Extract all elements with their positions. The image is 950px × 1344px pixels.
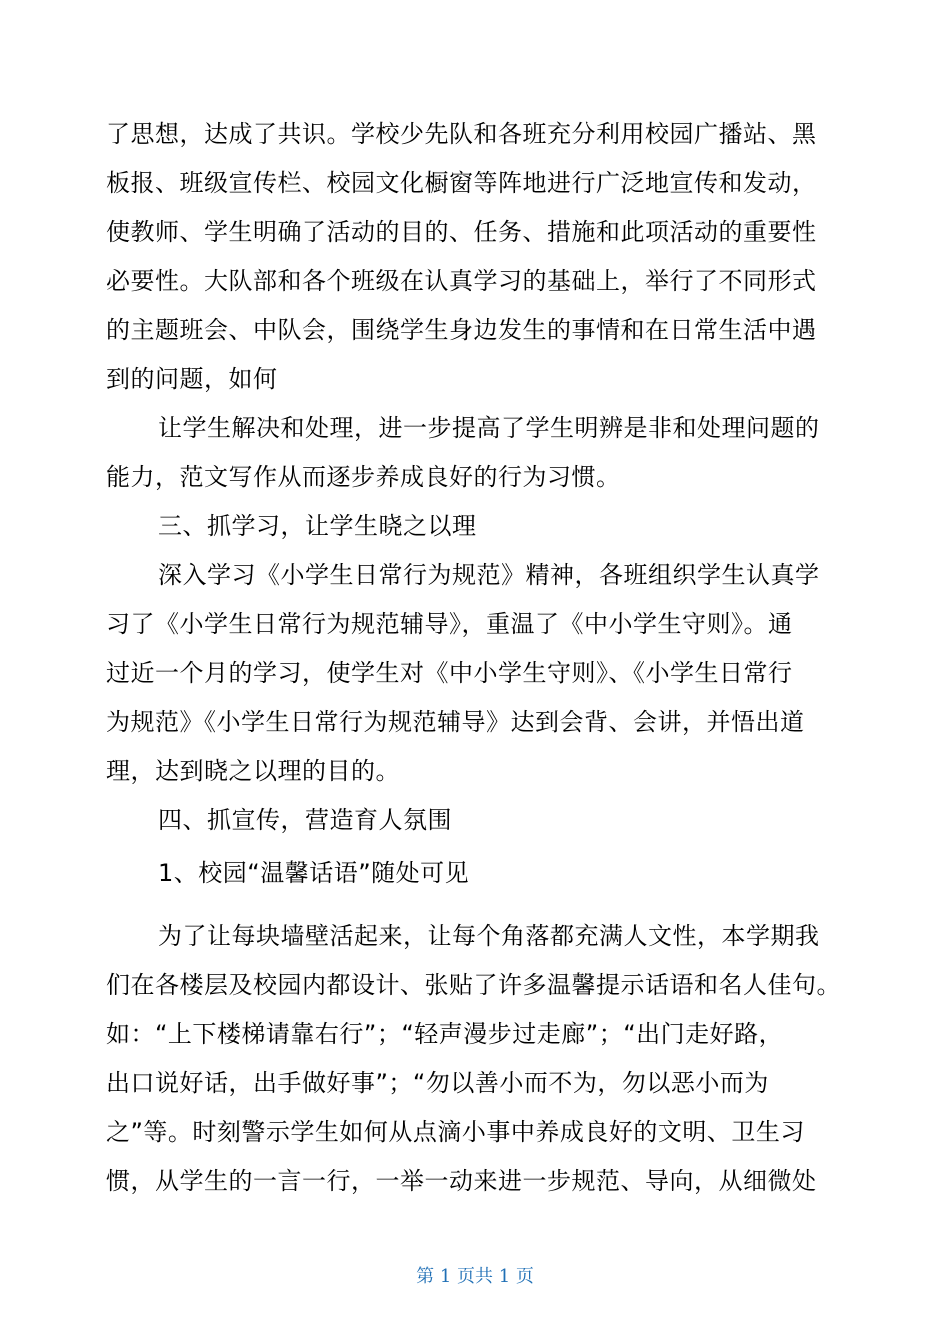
text-line: 习了《小学生日常行为规范辅导》，重温了《中小学生守则》。通 xyxy=(106,610,793,638)
section-heading: 四、抓宣传，营造育人氛围 xyxy=(158,806,452,834)
text-line: 理，达到晓之以理的目的。 xyxy=(106,757,400,785)
paragraph-line: 为了让每块墙壁活起来，让每个角落都充满人文性，本学期我 xyxy=(158,922,820,950)
text-line: 必要性。大队部和各个班级在认真学习的基础上，举行了不同形式 xyxy=(106,267,817,295)
section-heading: 三、抓学习，让学生晓之以理 xyxy=(158,512,477,540)
text-line: 的主题班会、中队会，围绕学生身边发生的事情和在日常生活中遇 xyxy=(106,316,817,344)
text-line: 到的问题，如何 xyxy=(106,365,278,393)
text-line: 能力，范文写作从而逐步养成良好的行为习惯。 xyxy=(106,463,621,491)
text-line: 惯，从学生的一言一行，一举一动来进一步规范、导向，从细微处 xyxy=(106,1167,817,1195)
text-line: 使教师、学生明确了活动的目的、任务、措施和此项活动的重要性 xyxy=(106,218,817,246)
document-body xyxy=(106,110,846,1206)
page-number-footer: 第 1 页共 1 页 xyxy=(416,1266,534,1287)
text-line: 为规范》《小学生日常行为规范辅导》达到会背、会讲，并悟出道 xyxy=(106,708,805,736)
text-line: 板报、班级宣传栏、校园文化橱窗等阵地进行广泛地宣传和发动， xyxy=(106,169,817,197)
text-line: 们在各楼层及校园内都设计、张贴了许多温馨提示话语和名人佳句。 xyxy=(106,971,841,999)
paragraph-line: 让学生解决和处理，进一步提高了学生明辨是非和处理问题的 xyxy=(158,414,820,442)
subsection-heading: 1、校园“温馨话语”随处可见 xyxy=(158,859,470,887)
text-line: 过近一个月的学习，使学生对《中小学生守则》、《小学生日常行 xyxy=(106,659,793,687)
text-line: 之”等。时刻警示学生如何从点滴小事中养成良好的文明、卫生习 xyxy=(106,1118,805,1146)
text-line: 出口说好话，出手做好事”；“勿以善小而不为，勿以恶小而为 xyxy=(106,1069,769,1097)
text-line: 如：“上下楼梯请靠右行”；“轻声漫步过走廊”；“出门走好路， xyxy=(106,1020,784,1048)
paragraph-line: 深入学习《小学生日常行为规范》精神，各班组织学生认真学 xyxy=(158,561,820,589)
text-line: 了思想，达成了共识。学校少先队和各班充分利用校园广播站、黑 xyxy=(106,120,817,148)
